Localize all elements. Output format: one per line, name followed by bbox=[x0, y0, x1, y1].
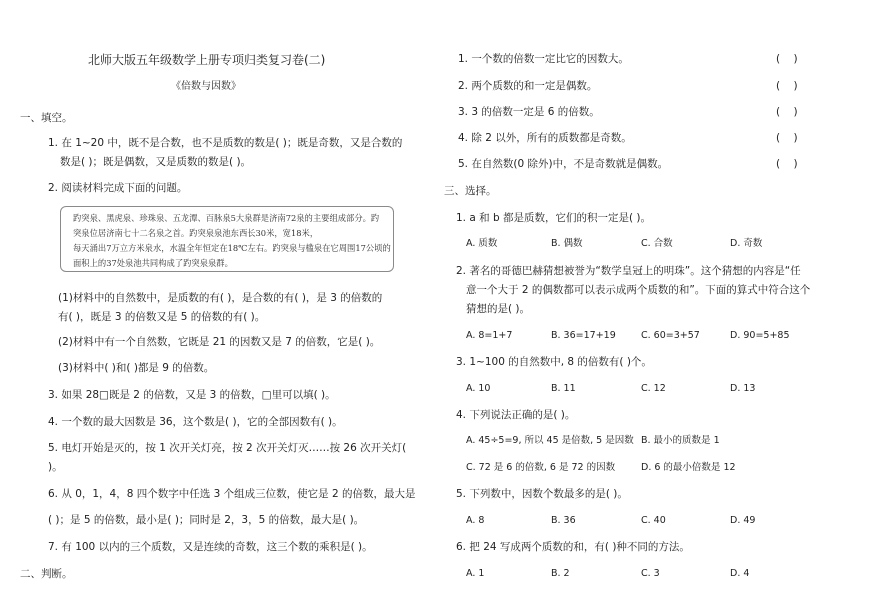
q6-line1: 6. 从 0，1，4，8 四个数字中任选 3 个组成三位数，使它是 2 的倍数，最大是 bbox=[48, 488, 416, 500]
q6-line2: ( )；是 5 的倍数，最小是( )；同时是 2，3，5 的倍数，最大是( )。 bbox=[48, 514, 365, 526]
judge-item: 1. 一个数的倍数一定比它的因数大。 bbox=[458, 53, 629, 65]
judge-item: 3. 3 的倍数一定是 6 的倍数。 bbox=[458, 106, 600, 118]
q2-prompt: 2. 阅读材料完成下面的问题。 bbox=[48, 182, 188, 194]
section-fill-blank: 一、填空。 bbox=[20, 112, 73, 124]
option-c[interactable]: C. 12 bbox=[641, 383, 666, 394]
judge-item: 4. 除 2 以外，所有的质数都是奇数。 bbox=[458, 132, 632, 144]
option-b[interactable]: B. 最小的质数是 1 bbox=[641, 435, 720, 446]
answer-paren[interactable]: ( ) bbox=[776, 132, 798, 144]
choice-q4: 4. 下列说法正确的是( )。 bbox=[456, 409, 576, 421]
option-a[interactable]: A. 10 bbox=[466, 383, 491, 394]
option-c[interactable]: C. 72 是 6 的倍数, 6 是 72 的因数 bbox=[466, 462, 616, 473]
q1-line2: 数是( )；既是偶数，又是质数的数是( )。 bbox=[60, 156, 252, 168]
option-a[interactable]: A. 1 bbox=[466, 568, 485, 579]
page-subtitle: 《倍数与因数》 bbox=[171, 81, 241, 92]
passage-line: 每天涌出7万立方米泉水，水温全年恒定在18℃左右。趵突泉与槛泉在它周围17公顷的 bbox=[73, 243, 391, 253]
q5-line1: 5. 电灯开始是灭的，按 1 次开关灯亮，按 2 次开关灯灭……按 26 次开关灯( bbox=[48, 442, 407, 454]
answer-paren[interactable]: ( ) bbox=[776, 106, 798, 118]
option-b[interactable]: B. 36 bbox=[551, 515, 576, 526]
reading-passage bbox=[60, 206, 394, 272]
option-b[interactable]: B. 11 bbox=[551, 383, 576, 394]
option-c[interactable]: C. 40 bbox=[641, 515, 666, 526]
option-a[interactable]: A. 8=1+7 bbox=[466, 330, 513, 341]
option-b[interactable]: B. 偶数 bbox=[551, 238, 583, 249]
passage-line: 突泉位居济南七十二名泉之首。趵突泉泉池东西长30米，宽18米， bbox=[73, 228, 319, 238]
section-choice: 三、选择。 bbox=[444, 185, 497, 197]
option-a[interactable]: A. 45÷5=9, 所以 45 是倍数, 5 是因数 bbox=[466, 435, 634, 446]
choice-q5: 5. 下列数中，因数个数最多的是( )。 bbox=[456, 488, 628, 500]
passage-line: 趵突泉、黑虎泉、珍珠泉、五龙潭、百脉泉5大泉群是济南72泉的主要组成部分。趵 bbox=[73, 213, 380, 223]
option-c[interactable]: C. 3 bbox=[641, 568, 660, 579]
answer-paren[interactable]: ( ) bbox=[776, 53, 798, 65]
q2-3: (3)材料中( )和( )都是 9 的倍数。 bbox=[58, 362, 215, 374]
q3: 3. 如果 28□既是 2 的倍数，又是 3 的倍数，□里可以填( )。 bbox=[48, 389, 336, 401]
choice-q2-line2: 意一个大于 2 的偶数都可以表示成两个质数的和”。下面的算式中符合这个 bbox=[466, 284, 811, 296]
option-b[interactable]: B. 2 bbox=[551, 568, 570, 579]
q5-line2: )。 bbox=[48, 461, 63, 473]
option-b[interactable]: B. 36=17+19 bbox=[551, 330, 616, 341]
option-d[interactable]: D. 6 的最小倍数是 12 bbox=[641, 462, 736, 473]
option-d[interactable]: D. 奇数 bbox=[730, 238, 763, 249]
judge-item: 2. 两个质数的和一定是偶数。 bbox=[458, 80, 598, 92]
choice-q3: 3. 1~100 的自然数中, 8 的倍数有( )个。 bbox=[456, 356, 652, 368]
option-d[interactable]: D. 4 bbox=[730, 568, 750, 579]
judge-item: 5. 在自然数(0 除外)中，不是奇数就是偶数。 bbox=[458, 158, 669, 170]
q1-line1: 1. 在 1~20 中，既不是合数，也不是质数的数是( )；既是奇数，又是合数的 bbox=[48, 137, 403, 149]
option-d[interactable]: D. 13 bbox=[730, 383, 756, 394]
choice-q2-line3: 猜想的是( )。 bbox=[466, 303, 531, 315]
q2-1-line1: (1)材料中的自然数中，是质数的有( )，是合数的有( )，是 3 的倍数的 bbox=[58, 292, 383, 304]
choice-q1: 1. a 和 b 都是质数，它们的积一定是( )。 bbox=[456, 212, 651, 224]
choice-q6: 6. 把 24 写成两个质数的和，有( )种不同的方法。 bbox=[456, 541, 690, 553]
q2-1-line2: 有( )，既是 3 的倍数又是 5 的倍数的有( )。 bbox=[58, 311, 266, 323]
option-c[interactable]: C. 60=3+57 bbox=[641, 330, 700, 341]
answer-paren[interactable]: ( ) bbox=[776, 80, 798, 92]
option-c[interactable]: C. 合数 bbox=[641, 238, 673, 249]
section-judge: 二、判断。 bbox=[20, 568, 73, 580]
q4: 4. 一个数的最大因数是 36，这个数是( )，它的全部因数有( )。 bbox=[48, 416, 343, 428]
q2-2: (2)材料中有一个自然数，它既是 21 的因数又是 7 的倍数，它是( )。 bbox=[58, 336, 381, 348]
choice-q2-line1: 2. 著名的哥德巴赫猜想被誉为“数学皇冠上的明珠”。这个猜想的内容是“任 bbox=[456, 265, 801, 277]
option-d[interactable]: D. 49 bbox=[730, 515, 756, 526]
passage-line: 面积上的37处泉池共同构成了趵突泉泉群。 bbox=[73, 258, 233, 268]
option-a[interactable]: A. 质数 bbox=[466, 238, 498, 249]
option-a[interactable]: A. 8 bbox=[466, 515, 485, 526]
q7: 7. 有 100 以内的三个质数，又是连续的奇数，这三个数的乘积是( )。 bbox=[48, 541, 373, 553]
answer-paren[interactable]: ( ) bbox=[776, 158, 798, 170]
option-d[interactable]: D. 90=5+85 bbox=[730, 330, 790, 341]
page-title: 北师大版五年级数学上册专项归类复习卷(二) bbox=[88, 53, 326, 67]
